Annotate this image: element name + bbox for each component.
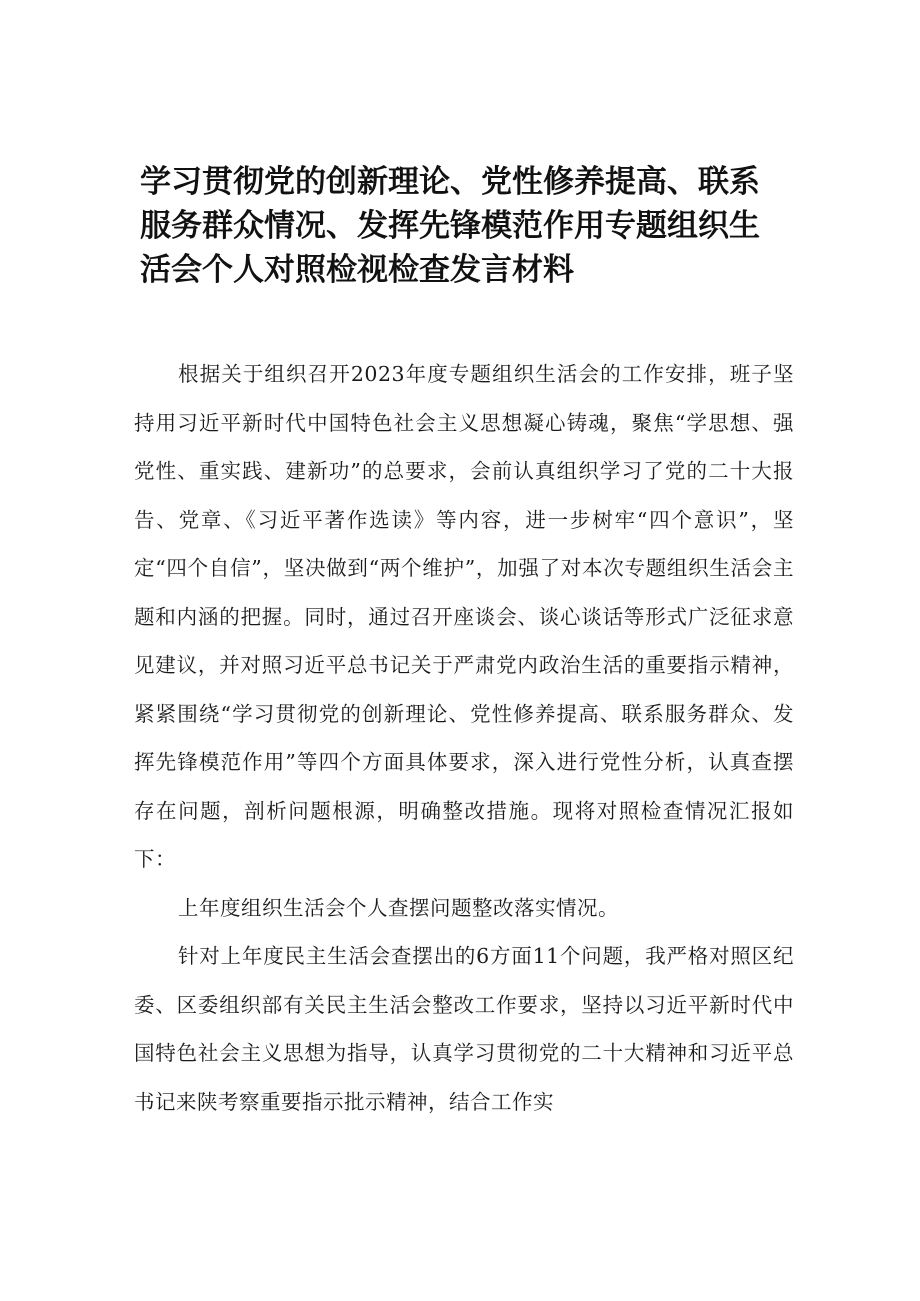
paragraph-intro: 根据关于组织召开2023年度专题组织生活会的工作安排，班子坚持用习近平新时代中国特色社会主义思想凝心铸魂，聚焦“学思想、强党性、重实践、建新功”的总要求，会前认真组织学习了党的二十大报告、党章、《习近平著作选读》等内容，进一步树牢“四个意识”，坚定“四个自信”，坚决做到“两个维护”，加强了对本次专题组织生活会主题和内涵的把握。同时，通过召开座谈会、谈心谈话等形式广泛征求意见建议，并对照习近平总书记关于严肃党内政治生活的重要指示精神，紧紧围绕“学习贯彻党的创新理论、党性修养提高、联系服务群众、发挥先锋模范作用”等四个方面具体要求，深入进行党性分析，认真查摆存在问题，剖析问题根源，明确整改措施。现将对照检查情况汇报如下：: [134, 362, 794, 871]
document-body: [134, 350, 794, 1126]
paragraph-section-heading: 上年度组织生活会个人查摆问题整改落实情况。: [178, 895, 619, 920]
paragraph-rectification: 针对上年度民主生活会查摆出的6方面11个问题，我严格对照区纪委、区委组织部有关民主生活会整改工作要求，坚持以习近平新时代中国特色社会主义思想为指导，认真学习贯彻党的二十大精神和习近平总书记来陕考察重要指示批示精神，结合工作实: [134, 944, 794, 1114]
document-title: 学习贯彻党的创新理论、党性修养提高、联系服务群众情况、发挥先锋模范作用专题组织生活会个人对照检视检查发言材料: [140, 164, 760, 288]
